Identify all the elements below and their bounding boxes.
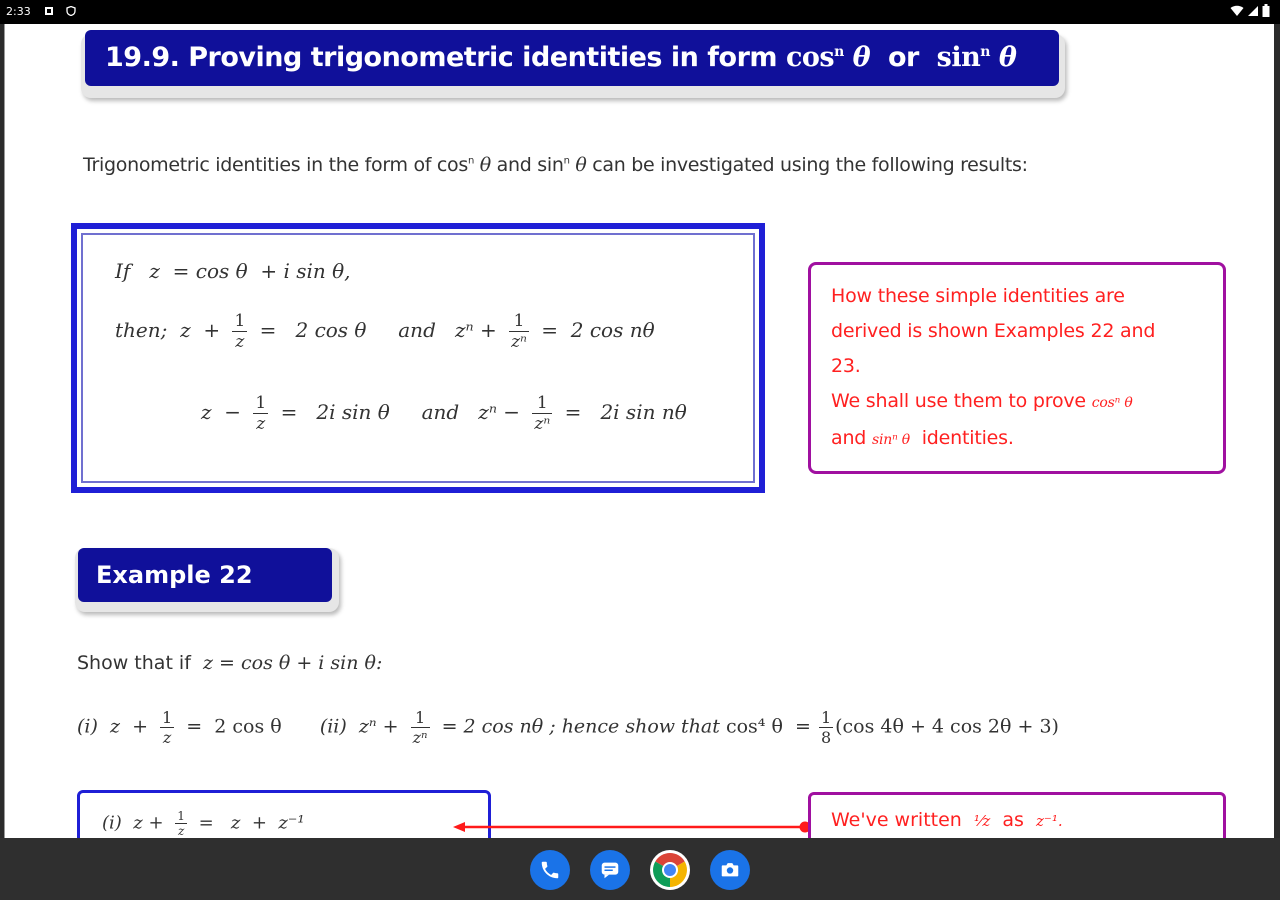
section-header <box>81 30 1067 118</box>
camera-icon[interactable] <box>710 850 750 890</box>
intro-paragraph: Trigonometric identities in the form of $\cos^n \theta$ and $\sin^n \theta$ can be investigated using the following results: <box>83 154 1028 176</box>
annotation-arrow <box>453 820 811 834</box>
status-bar <box>0 0 1280 24</box>
phone-icon[interactable] <box>530 850 570 890</box>
result-line-2: then; z + $\frac{1}{z}$ = 2 cos θ and zⁿ + $\frac{1}{\text{zⁿ}}$ = 2 cos nθ <box>115 311 655 352</box>
notification-square-icon <box>44 6 54 16</box>
signal-icon <box>1247 5 1259 17</box>
system-indicators <box>1230 4 1270 17</box>
note-box: How these simple identities are derived is shown Examples 22 and 23. We shall use them to prove cosⁿ θ and sinⁿ θ identities. <box>808 262 1226 474</box>
results-box <box>71 223 765 493</box>
shield-icon <box>66 6 76 16</box>
wifi-icon <box>1230 5 1244 17</box>
note-box-2: We've written ¹⁄z as z⁻¹. <box>808 792 1226 838</box>
example-header <box>75 546 339 612</box>
result-line-3: z − $\frac{1}{z}$ = 2i sin θ and zⁿ − $\frac{1}{\text{zⁿ}}$ = 2i sin nθ <box>201 393 687 434</box>
example-parts: (i) z + $\frac{1}{z}$ = 2 cos θ (ii) zⁿ + $\frac{1}{\text{zⁿ}}$ = 2 cos nθ ; hence show that cos⁴ θ = $\frac{1}{8}$ (cos 4θ + 4 cos 2θ + 3) <box>77 708 1059 747</box>
solution-line-1: (i) z + $\frac{1}{z}$ = z + z⁻¹ <box>102 809 305 838</box>
clock: 2:33 <box>6 5 31 18</box>
document-page <box>4 24 1274 838</box>
battery-icon <box>1262 4 1270 17</box>
section-title: 19.9. Proving trigonometric identities in form $\cos^n \theta$ or $\sin^n \theta$ <box>85 30 1059 86</box>
app-dock <box>530 850 750 890</box>
navigation-bar <box>0 838 1280 900</box>
solution-box <box>77 790 491 838</box>
messages-icon[interactable] <box>590 850 630 890</box>
result-line-1: If z = cos θ + i sin θ, <box>115 259 351 283</box>
chrome-icon[interactable] <box>650 850 690 890</box>
example-title: Example 22 <box>78 548 332 602</box>
example-statement: Show that if z = cos θ + i sin θ: <box>77 652 383 674</box>
